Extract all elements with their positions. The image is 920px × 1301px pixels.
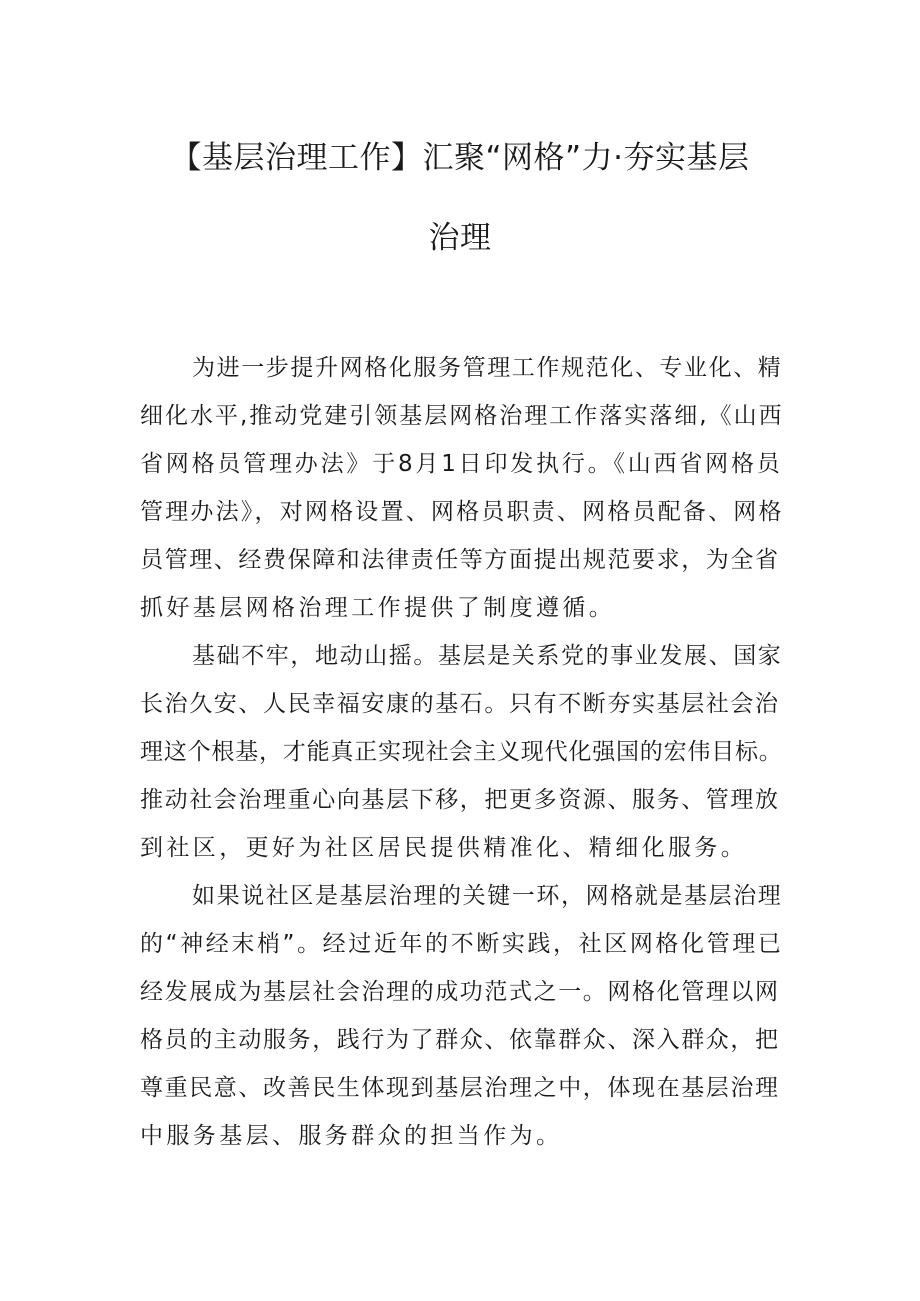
paragraph-1-line-1: 为进一步提升网格化服务管理工作规范化、专业化、精 — [192, 355, 783, 381]
paragraph-3-line-1: 如果说社区是基层治理的关键一环，网格就是基层治理 — [192, 883, 783, 909]
paragraph-1-line-2: 细化水平,推动党建引领基层网格治理工作落实落细,《山西 — [140, 403, 784, 429]
paragraph-2-line-2: 长治久安、人民幸福安康的基石。只有不断夯实基层社会治 — [140, 691, 780, 717]
paragraph-3-line-5: 尊重民意、改善民生体现到基层治理之中，体现在基层治理 — [140, 1075, 780, 1101]
paragraph-1-line-3: 省网格员管理办法》于8月1日印发执行。《山西省网格员 — [140, 451, 783, 477]
paragraph-2-line-3: 理这个根基，才能真正实现社会主义现代化强国的宏伟目标。 — [140, 739, 783, 765]
document-title-line-1: 【基层治理工作】汇聚“网格”力·夯实基层 — [170, 140, 750, 176]
paragraph-3-line-2: 的“神经末梢”。经过近年的不断实践，社区网格化管理已 — [140, 931, 784, 957]
paragraph-1-line-5: 员管理、经费保障和法律责任等方面提出规范要求，为全省 — [140, 547, 780, 573]
paragraph-1-line-6: 抓好基层网格治理工作提供了制度遵循。 — [140, 595, 616, 621]
paragraph-3-line-3: 经发展成为基层社会治理的成功范式之一。网格化管理以网 — [140, 979, 780, 1005]
paragraph-2-line-1: 基础不牢，地动山摇。基层是关系党的事业发展、国家 — [192, 643, 783, 669]
paragraph-2-line-5: 到社区，更好为社区居民提供精准化、精细化服务。 — [140, 835, 748, 861]
paragraph-3-line-4: 格员的主动服务，践行为了群众、依靠群众、深入群众，把 — [140, 1027, 780, 1053]
paragraph-2-line-4: 推动社会治理重心向基层下移，把更多资源、服务、管理放 — [140, 787, 780, 813]
document-title-line-2: 治理 — [428, 220, 492, 256]
paragraph-3-line-6: 中服务基层、服务群众的担当作为。 — [140, 1123, 563, 1149]
paragraph-1-line-4: 管理办法》，对网格设置、网格员职责、网格员配备、网格 — [140, 499, 784, 525]
